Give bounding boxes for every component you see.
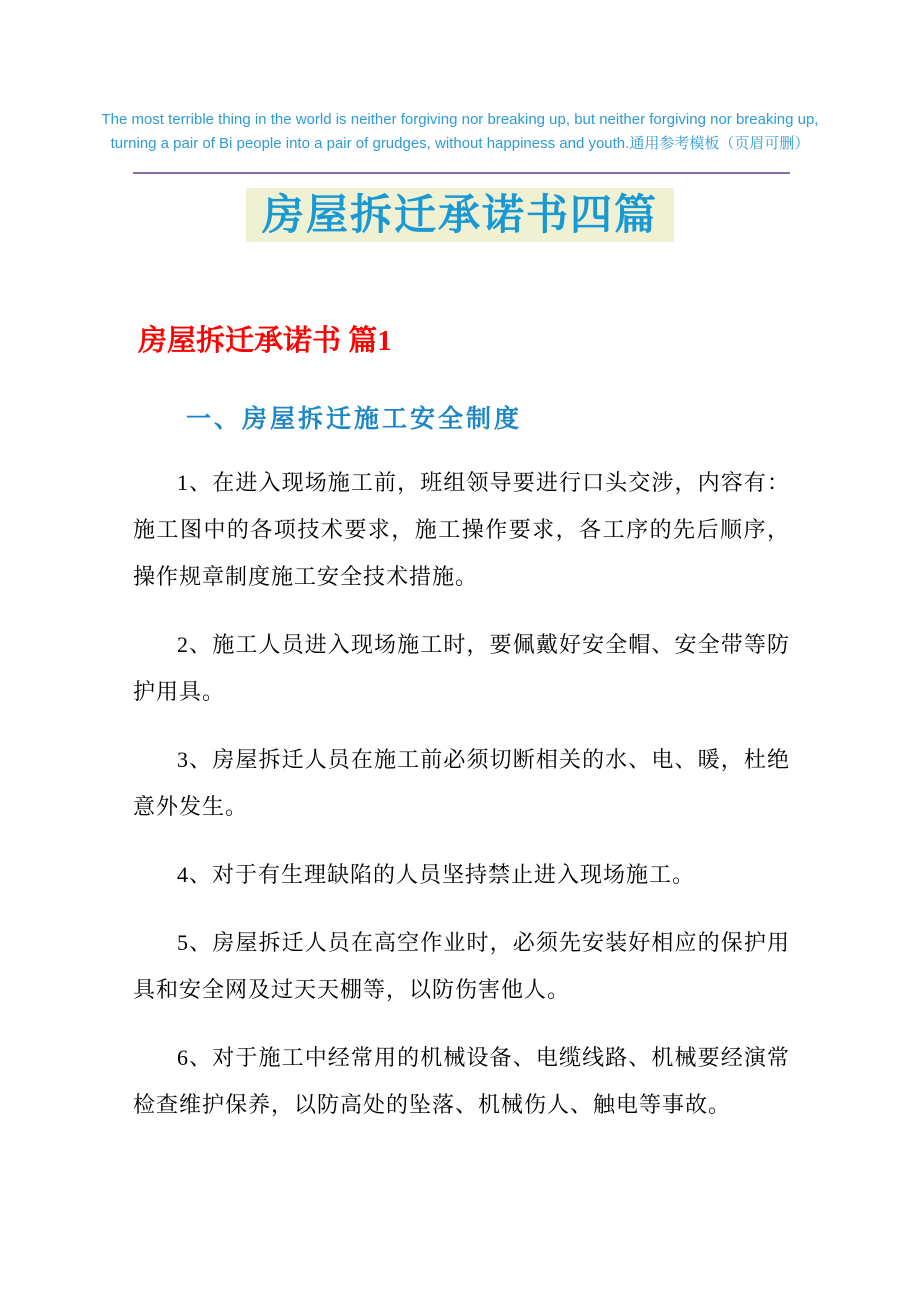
document-title: 房屋拆迁承诺书四篇: [246, 188, 674, 242]
paragraph-2: 2、施工人员进入现场施工时，要佩戴好安全帽、安全带等防护用具。: [133, 632, 790, 704]
paragraph-6: 6、对于施工中经常用的机械设备、电缆线路、机械要经演常检查维护保养，以防高处的坠落、机械伤人、触电等事故。: [133, 1045, 790, 1117]
paragraph-1: 1、在进入现场施工前，班组领导要进行口头交涉，内容有：施工图中的各项技术要求，施工操作要求，各工序的先后顺序，操作规章制度施工安全技术措施。: [133, 470, 790, 589]
paragraph-4: 4、对于有生理缺陷的人员坚持禁止进入现场施工。: [177, 862, 696, 887]
paragraph-3: 3、房屋拆迁人员在施工前必须切断相关的水、电、暖，杜绝意外发生。: [133, 747, 790, 819]
header-line-2: [0, 132, 920, 156]
paragraph-5: 5、房屋拆迁人员在高空作业时，必须先安装好相应的保护用具和安全网及过天天棚等，以防伤害他人。: [133, 930, 790, 1002]
header-line-2-chinese: 通用参考模板（页眉可删）: [629, 135, 810, 152]
header-line-2-english: turning a pair of Bi people into a pair of grudges, without happiness and youth.: [110, 135, 630, 152]
header-line-1: The most terrible thing in the world is neither forgiving nor breaking up, but neither forgiving nor breaking up,: [101, 111, 819, 128]
page-header: [0, 0, 920, 174]
sub-heading: 一、房屋拆迁施工安全制度: [186, 406, 523, 433]
title-wrap: [0, 188, 920, 242]
section-heading: 房屋拆迁承诺书 篇1: [138, 325, 392, 357]
header-divider: [133, 172, 790, 174]
